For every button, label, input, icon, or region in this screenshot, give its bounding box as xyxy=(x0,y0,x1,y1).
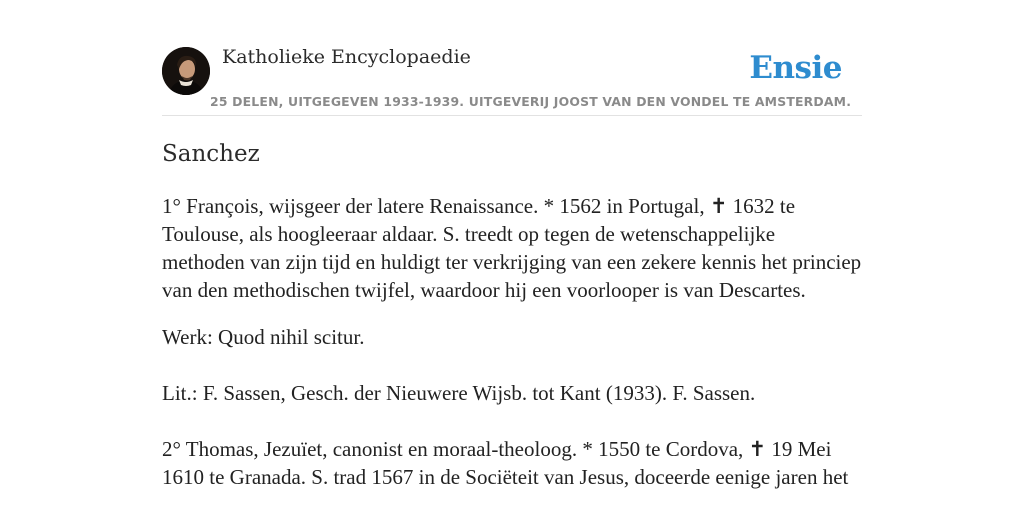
paragraph-work: Werk: Quod nihil scitur. xyxy=(162,325,365,349)
page-title: Sanchez xyxy=(162,141,260,167)
ensie-logo-link[interactable]: Ensie xyxy=(749,50,842,86)
site-header xyxy=(162,38,862,116)
paragraph-thomas: 2° Thomas, Jezuïet, canonist en moraal-theoloog. * 1550 te Cordova, ✝ 19 Mei 1610 te Granada. S. trad 1567 in de Sociëteit van Jesus, doceerde eenige jaren het xyxy=(162,437,849,489)
portrait-icon xyxy=(162,47,210,95)
site-title[interactable]: Katholieke Encyclopaedie xyxy=(222,46,471,68)
article-content xyxy=(162,140,862,491)
portrait-avatar[interactable] xyxy=(162,47,210,95)
paragraph-francois: 1° François, wijsgeer der latere Renaissance. * 1562 in Portugal, ✝ 1632 te Toulouse, als hoogleeraar aldaar. S. treedt op tegen de wetenschappelijke methoden van zijn tijd en huldigt ter verkrijging van een zekere kennis het princiep van den methodischen twijfel, waardoor hij een voorlooper is van Descartes. xyxy=(162,194,862,302)
site-subtitle: 25 DELEN, UITGEGEVEN 1933-1939. UITGEVERIJ JOOST VAN DEN VONDEL TE AMSTERDAM. xyxy=(210,94,852,109)
paragraph-literature: Lit.: F. Sassen, Gesch. der Nieuwere Wijsb. tot Kant (1933). F. Sassen. xyxy=(162,381,756,405)
